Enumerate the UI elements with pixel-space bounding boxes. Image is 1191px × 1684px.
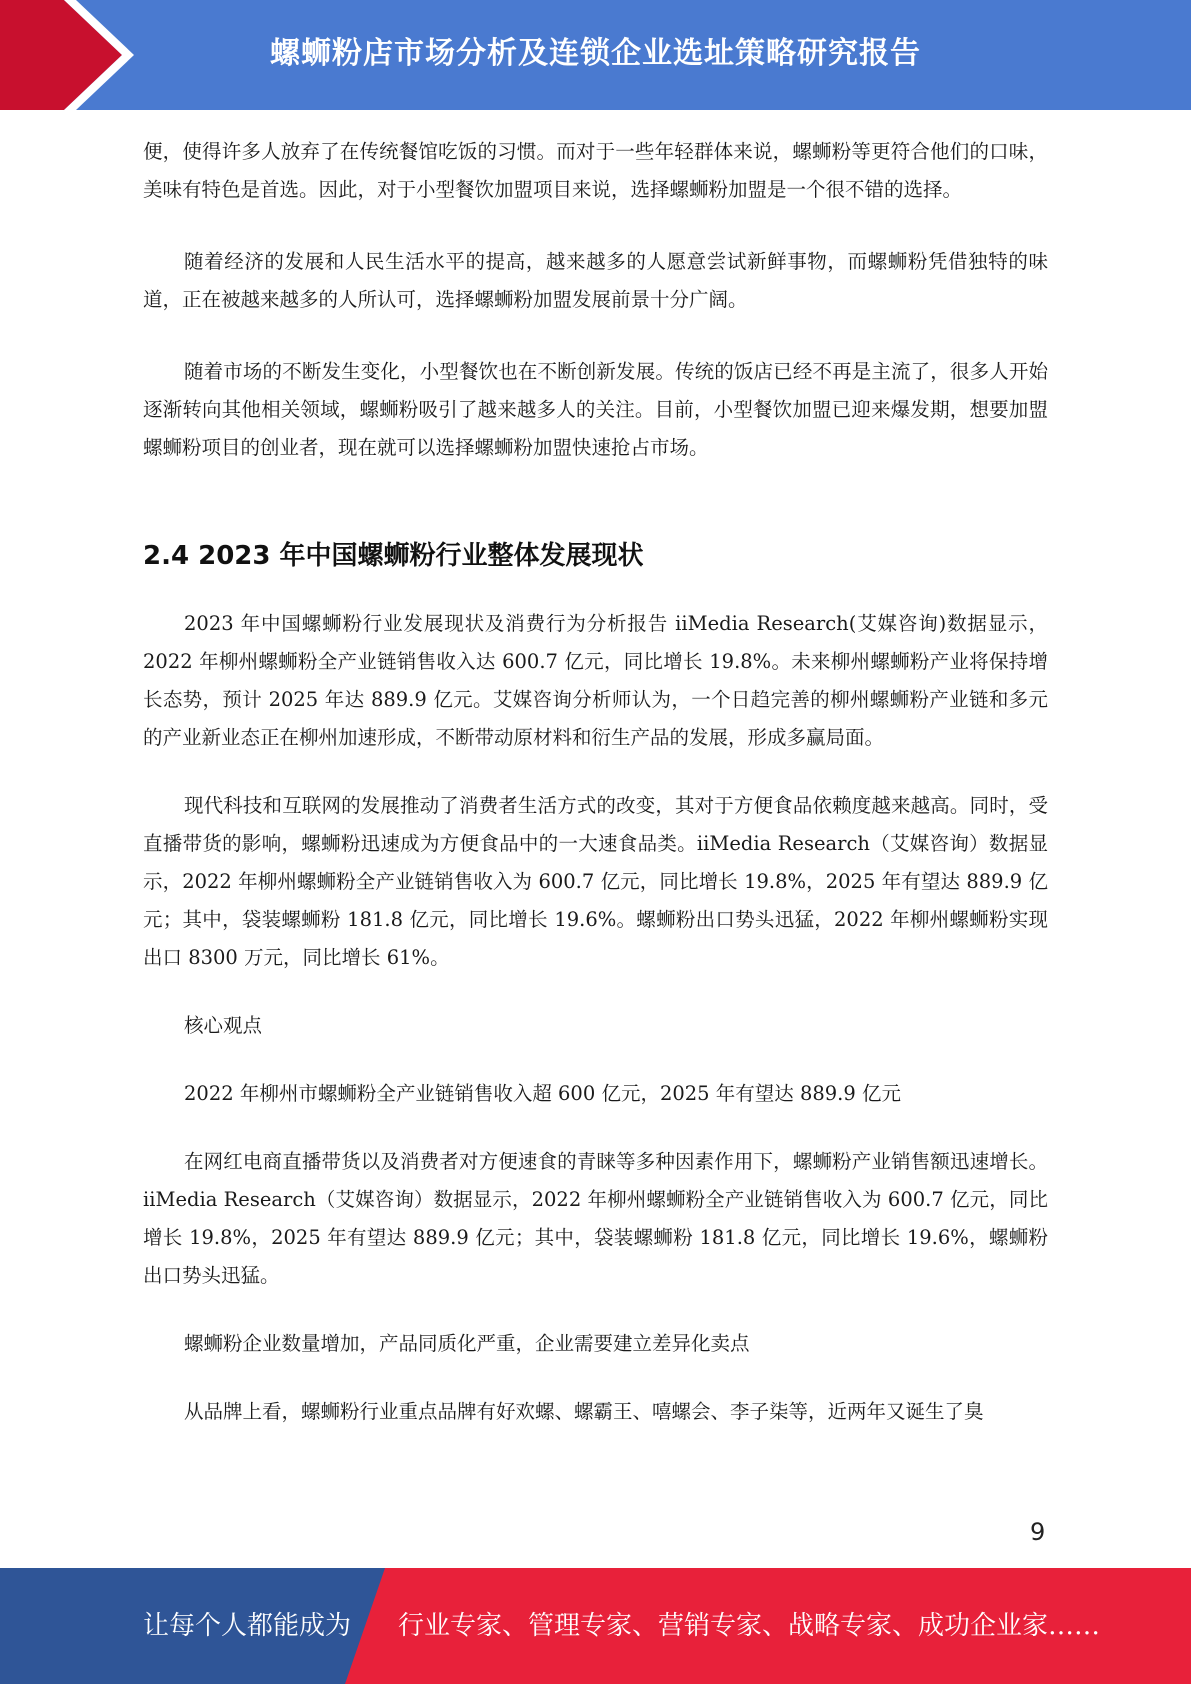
paragraph: 随着经济的发展和人民生活水平的提高，越来越多的人愿意尝试新鲜事物，而螺蛳粉凭借独特的味道，正在被越来越多的人所认可，选择螺蛳粉加盟发展前景十分广阔。: [143, 250, 1048, 311]
paragraph: 从品牌上看，螺蛳粉行业重点品牌有好欢螺、螺霸王、嘻螺会、李子柒等，近两年又诞生了臭: [184, 1400, 984, 1423]
paragraph-continued: 便，使得许多人放弃了在传统餐馆吃饭的习惯。而对于一些年轻群体来说，螺蛳粉等更符合他们的口味，美味有特色是首选。因此，对于小型餐饮加盟项目来说，选择螺蛳粉加盟是一个很不错的选择。: [143, 140, 1048, 201]
header-title: 螺蛳粉店市场分析及连锁企业选址策略研究报告: [270, 36, 921, 71]
section-heading: 2.4 2023 年中国螺蛳粉行业整体发展现状: [143, 541, 644, 571]
document-body: [143, 133, 1048, 1431]
footer-slogan-right: 行业专家、管理专家、营销专家、战略专家、成功企业家……: [398, 1611, 1101, 1641]
footer-slogan-left: 让每个人都能成为: [143, 1611, 352, 1641]
header-arrow-icon: [0, 0, 150, 110]
page-number: 9: [1030, 1518, 1046, 1546]
page-footer: [0, 1568, 1191, 1684]
page-header: [0, 0, 1191, 110]
paragraph: 在网红电商直播带货以及消费者对方便速食的青睐等多种因素作用下，螺蛳粉产业销售额迅速增长。iiMedia Research（艾媒咨询）数据显示，2022 年柳州螺蛳粉全产业链销售收入为 600.7 亿元，同比增长 19.8%，2025 年有望达 889.9 亿元；其中，袋装螺蛳粉 181.8 亿元，同比增长 19.6%，螺蛳粉出口势头迅猛。: [143, 1150, 1048, 1287]
paragraph: 现代科技和互联网的发展推动了消费者生活方式的改变，其对于方便食品依赖度越来越高。同时，受直播带货的影响，螺蛳粉迅速成为方便食品中的一大速食品类。iiMedia Research（艾媒咨询）数据显示，2022 年柳州螺蛳粉全产业链销售收入为 600.7 亿元，同比增长 19.8%，2025 年有望达 889.9 亿元；其中，袋装螺蛳粉 181.8 亿元，同比增长 19.6%。螺蛳粉出口势头迅猛，2022 年柳州螺蛳粉实现出口 8300 万元，同比增长 61%。: [143, 794, 1048, 969]
key-point: 2022 年柳州市螺蛳粉全产业链销售收入超 600 亿元，2025 年有望达 889.9 亿元: [184, 1082, 901, 1105]
paragraph: 2023 年中国螺蛳粉行业发展现状及消费行为分析报告 iiMedia Research(艾媒咨询)数据显示，2022 年柳州螺蛳粉全产业链销售收入达 600.7 亿元，同比增长 19.8%。未来柳州螺蛳粉产业将保持增长态势，预计 2025 年达 889.9 亿元。艾媒咨询分析师认为，一个日趋完善的柳州螺蛳粉产业链和多元的产业新业态正在柳州加速形成，不断带动原材料和衍生产品的发展，形成多赢局面。: [143, 612, 1048, 749]
subheading-core-points: 核心观点: [184, 1014, 263, 1037]
key-point: 螺蛳粉企业数量增加，产品同质化严重，企业需要建立差异化卖点: [184, 1332, 750, 1355]
paragraph: 随着市场的不断发生变化，小型餐饮也在不断创新发展。传统的饭店已经不再是主流了，很多人开始逐渐转向其他相关领域，螺蛳粉吸引了越来越多人的关注。目前，小型餐饮加盟已迎来爆发期，想要加盟螺蛳粉项目的创业者，现在就可以选择螺蛳粉加盟快速抢占市场。: [143, 360, 1048, 459]
